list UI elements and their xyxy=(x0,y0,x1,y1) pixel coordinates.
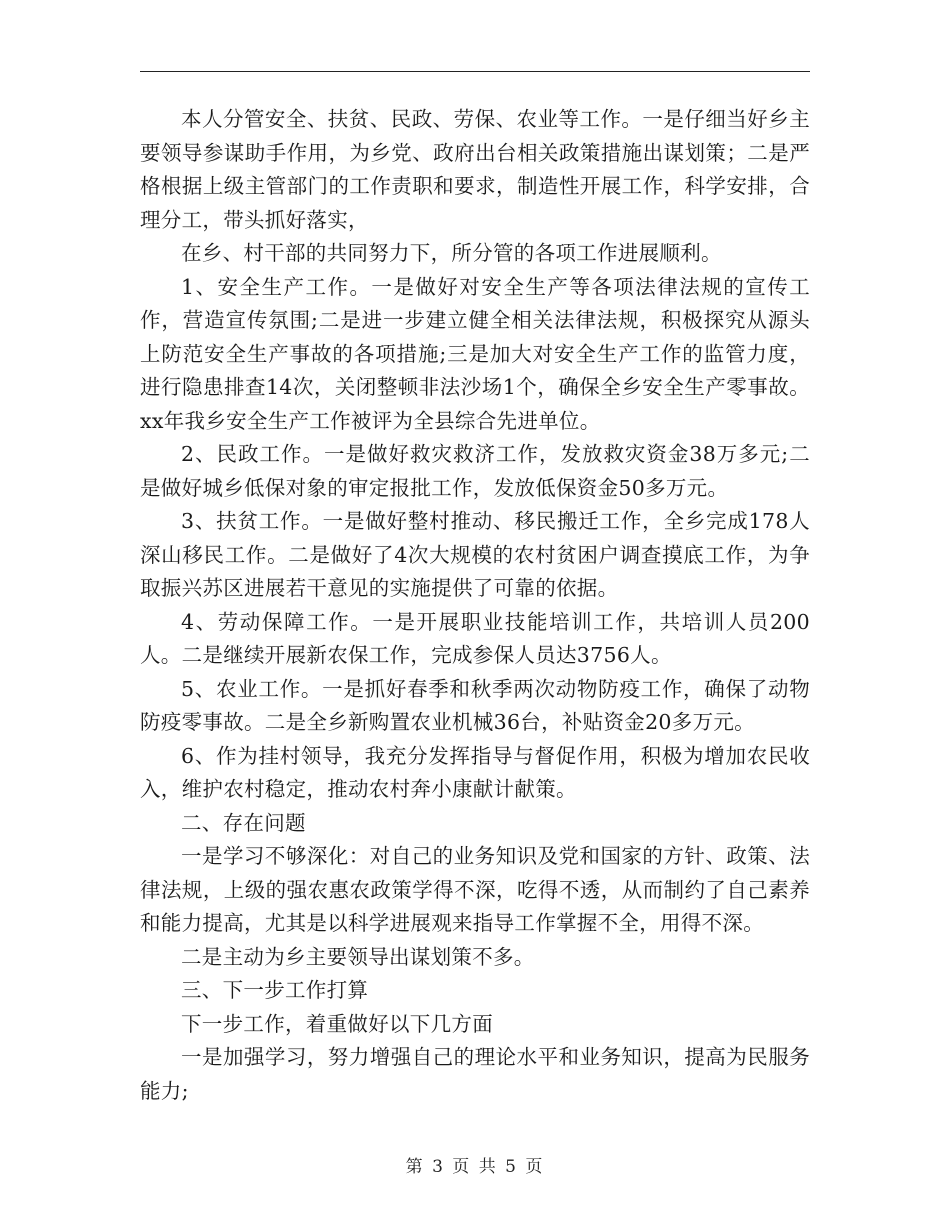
paragraph-progress: 在乡、村干部的共同努力下，所分管的各项工作进展顺利。 xyxy=(181,241,722,265)
paragraph-safety: 1、安全生产工作。一是做好对安全生产等各项法律法规的宣传工作，营造宣传氛围;二是进一步建立健全相关法律法规，积极探究从源头上防范安全生产事故的各项措施;三是加大对安全生产工作的监管力度，进行隐患排查14次，关闭整顿非法沙场1个，确保全乡安全生产零事故。xx年我乡安全生产工作被评为全县综合先进单位。 xyxy=(140,274,810,433)
document-body xyxy=(140,103,810,1108)
paragraph-problem-study: 一是学习不够深化：对自己的业务知识及党和国家的方针、政策、法律法规，上级的强农惠农政策学得不深，吃得不透，从而制约了自己素养和能力提高，尤其是以科学进展观来指导工作掌握不全，用得不深。 xyxy=(140,844,810,935)
page-number-footer: 第 3 页 共 5 页 xyxy=(405,1157,545,1177)
paragraph-poverty: 3、扶贫工作。一是做好整村推动、移民搬迁工作，全乡完成178人深山移民工作。二是做好了4次大规模的农村贫困户调查摸底工作，为争取振兴苏区进展若干意见的实施提供了可靠的依据。 xyxy=(140,509,810,600)
paragraph-next-steps-intro: 下一步工作，着重做好以下几方面 xyxy=(181,1011,493,1036)
paragraph-labor: 4、劳动保障工作。一是开展职业技能培训工作，共培训人员200人。二是继续开展新农保工作，完成参保人员达3756人。 xyxy=(140,609,810,667)
paragraph-agriculture: 5、农业工作。一是抓好春季和秋季两次动物防疫工作，确保了动物防疫零事故。二是全乡新购置农业机械36台，补贴资金20多万元。 xyxy=(140,676,810,734)
paragraph-civil-affairs: 2、民政工作。一是做好救灾救济工作，发放救灾资金38万多元;二是做好城乡低保对象的审定报批工作，发放低保资金50多万元。 xyxy=(140,442,810,500)
paragraph-village-leader: 6、作为挂村领导，我充分发挥指导与督促作用，积极为增加农民收入，维护农村稳定，推动农村奔小康献计献策。 xyxy=(140,743,810,801)
paragraph-problem-advice: 二是主动为乡主要领导出谋划策不多。 xyxy=(181,944,535,969)
section-heading-problems: 二、存在问题 xyxy=(181,810,306,835)
section-heading-next-steps: 三、下一步工作打算 xyxy=(181,978,369,1002)
paragraph-intro: 本人分管安全、扶贫、民政、劳保、农业等工作。一是仔细当好乡主要领导参谋助手作用，为乡党、政府出台相关政策措施出谋划策；二是严格根据上级主管部门的工作责职和要求，制造性开展工作，科学安排，合理分工，带头抓好落实， xyxy=(140,107,810,232)
paragraph-next-steps-study: 一是加强学习，努力增强自己的理论水平和业务知识，提高为民服务能力; xyxy=(140,1045,810,1103)
header-rule xyxy=(140,71,810,72)
